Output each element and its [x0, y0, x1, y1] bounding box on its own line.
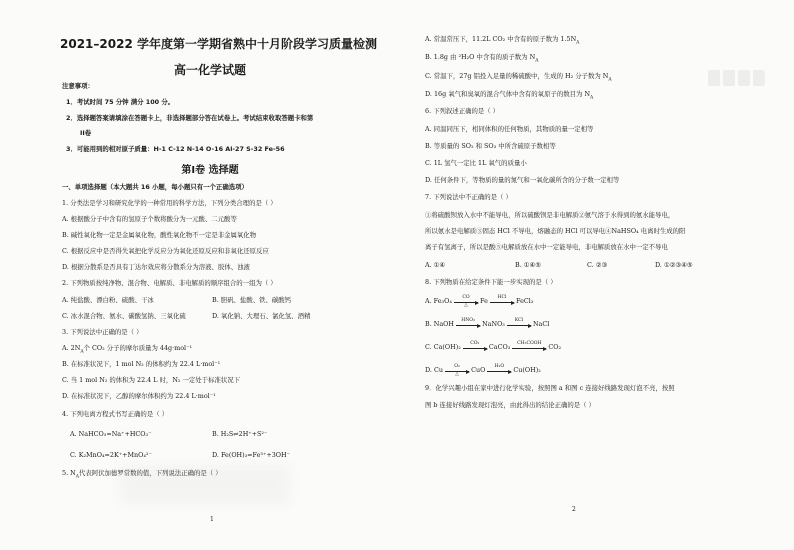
reaction-arrow: CO △	[454, 297, 478, 305]
q3-option-a: A. $2N_A$个 CO₂ 分子的摩尔质量为 44g·mol⁻¹	[62, 344, 193, 355]
q5-option-c: C. 常温下，27g 铝投入足量的稀硫酸中，生成的 H₂ 分子数为 $N_A$	[425, 72, 612, 83]
q7-text-line-1: ①将硫酸钡放入水中不能导电，所以硫酸钡是非电解质②氨气溶于水得到的氨水能导电，	[425, 211, 675, 219]
q8-option-d: D. Cu O₂ △ CuO H₂O Cu(OH)₂	[425, 364, 541, 377]
q3-option-c: C. 当 1 mol N₂ 的体积为 22.4 L 时，N₂ 一定处于标准状况下	[62, 376, 241, 384]
q1-option-c: C. 根据反应中是否得失氧把化学反应分为氧化还原反应和非氧化还原反应	[62, 247, 269, 255]
question-2: 2. 下列物质按纯净物、混合物、电解质、非电解质的顺序组合的一组为（ ）	[62, 279, 277, 287]
q6-option-b: B. 等质量的 SO₂ 和 SO₃ 中所含硫原子数相等	[425, 142, 556, 150]
q8-option-a: A. Fe₃O₄ CO △ Fe HCl FeCl₃	[425, 295, 534, 308]
q6-option-d: D. 任何条件下，等物质的量的氮气和一氧化碳所含的分子数一定相等	[425, 176, 620, 184]
question-9-line-1: 9．化学兴趣小组在家中进行化学实验，按照图 a 和图 c 连接好线路发现灯泡不亮，按照	[425, 384, 675, 392]
q2-option-d: D. 氧化钠、大理石、氯化氢、酒精	[212, 312, 311, 320]
q7-option-a: A. ①④	[425, 261, 446, 269]
question-7: 7. 下列说法中不正确的是（ ）	[425, 193, 512, 201]
reaction-arrow: KCl	[507, 320, 531, 328]
q6-option-a: A. 同温同压下，相同体积的任何物质，其物质的量一定相等	[425, 125, 594, 133]
q5-option-d: D. 16g 氧气和臭氧的混合气体中含有的氧原子的数目为 $N_A$	[425, 90, 594, 101]
q4-option-b: B. H₂S⇌2H⁺+S²⁻	[212, 430, 268, 438]
question-5: 5. $N_A$代表阿伏加德罗常数的值，下列说法正确的是（ ）	[62, 469, 222, 480]
note-2: 2．选择题答案请填涂在答题卡上，非选择题部分答在试卷上。考试结束收取答题卡和第	[66, 114, 314, 122]
q6-option-c: C. 1L 氢气一定比 1L 氧气的质量小	[425, 159, 527, 167]
q1-option-a: A. 根据酸分子中含有的氢原子个数将酸分为一元酸、二元酸等	[62, 215, 237, 223]
exam-title: 2021–2022 学年度第一学期省熟中十月阶段学习质量检测	[60, 37, 377, 51]
section-title: 第Ⅰ卷 选择题	[181, 165, 239, 176]
q2-option-a: A. 纯盐酸、漂白粉、硫酸、干冰	[62, 296, 154, 304]
q7-option-b: B. ①④⑤	[515, 261, 541, 269]
q5-option-b: B. 1.8g 由 ²H₂O 中含有的质子数为 $N_A$	[425, 53, 539, 64]
page-number-1: 1	[210, 516, 214, 523]
question-8: 8. 下列物质在给定条件下能一步实现的是（ ）	[425, 278, 557, 286]
note-1: 1．考试时间 75 分钟 满分 100 分。	[66, 98, 175, 106]
q5-option-a: A. 常温常压下，11.2L CO₂ 中含有的原子数为 $1.5N_A$	[425, 35, 580, 46]
scan-smudge	[120, 465, 290, 505]
q8-option-c: C. Ca(OH)₂ CO₂ CaCO₃ CH₃COOH CO₂	[425, 341, 562, 351]
q7-option-c: C. ②③	[587, 261, 608, 269]
question-3: 3. 下列说法中正确的是（ ）	[62, 328, 143, 336]
q3-option-d: D. 在标准状况下，乙醇的摩尔体积约为 22.4 L·mol⁻¹	[62, 392, 216, 400]
reaction-arrow: HNO₃	[456, 320, 480, 328]
q7-option-d: D. ①②③④⑤	[655, 261, 693, 269]
question-9-line-2: 图 b 连接好线路发现灯泡亮，由此得出的结论正确的是（ ）	[425, 401, 595, 409]
reaction-arrow: CH₃COOH	[512, 343, 546, 351]
question-6: 6. 下列叙述正确的是（ ）	[425, 107, 500, 115]
q2-option-c: C. 冰水混合物、氨水、碳酸氢钠、三氧化硫	[62, 312, 186, 320]
q4-option-a: A. NaHCO₃=Na⁺+HCO₃⁻	[70, 430, 152, 438]
q3-option-b: B. 在标准状况下，1 mol N₂ 的体积约为 22.4 L·mol⁻¹	[62, 360, 221, 368]
q8-option-b: B. NaOH HNO₃ NaNO₃ KCl NaCl	[425, 318, 550, 328]
q4-option-d: D. Fe(OH)₃=Fe³⁺+3OH⁻	[212, 451, 290, 459]
q7-text-line-2: 所以氨水是电解质③固态 HCl 不导电，熔融态的 HCl 可以导电④NaHSO₄ 电离时生成的阳	[425, 227, 686, 235]
q1-option-d: D. 根据分散系是否具有丁达尔效应将分散系分为溶液、胶体、浊液	[62, 263, 250, 271]
note-3: 3．可能用到的相对原子质量：H-1 C-12 N-14 O-16 Al-27 S-32 Fe-56	[66, 145, 285, 153]
q4-option-c: C. K₂MnO₄=2K⁺+MnO₄²⁻	[70, 451, 152, 459]
note-2-cont: II卷	[80, 129, 92, 137]
question-1: 1. 分类法是学习和研究化学的一种常用的科学方法，下列分类合理的是（ ）	[62, 199, 277, 207]
reaction-arrow: O₂ △	[445, 366, 469, 374]
q2-option-b: B. 胆矾、盐酸、铁、碳酸钙	[212, 296, 292, 304]
q7-text-line-3: 离子有氢离子，所以是酸⑤电解质放在水中一定能导电，非电解质放在水中一定不导电	[425, 243, 668, 251]
part-heading: 一、单项选择题（本大题共 16 小题，每小题只有一个正确选项）	[62, 183, 248, 191]
exam-subtitle: 高一化学试题	[173, 63, 246, 77]
reaction-arrow: CO₂	[463, 343, 487, 351]
question-4: 4. 下列电离方程式书写正确的是（ ）	[62, 410, 169, 418]
q1-option-b: B. 碱性氧化物一定是金属氧化物，酸性氧化物不一定是非金属氧化物	[62, 231, 257, 239]
reaction-arrow: HCl	[490, 297, 514, 305]
page-2	[397, 0, 794, 550]
notes-heading: 注意事项：	[62, 82, 94, 90]
reaction-arrow: H₂O	[487, 366, 511, 374]
faint-watermark-logo	[708, 70, 776, 88]
page-number-2: 2	[572, 506, 576, 513]
